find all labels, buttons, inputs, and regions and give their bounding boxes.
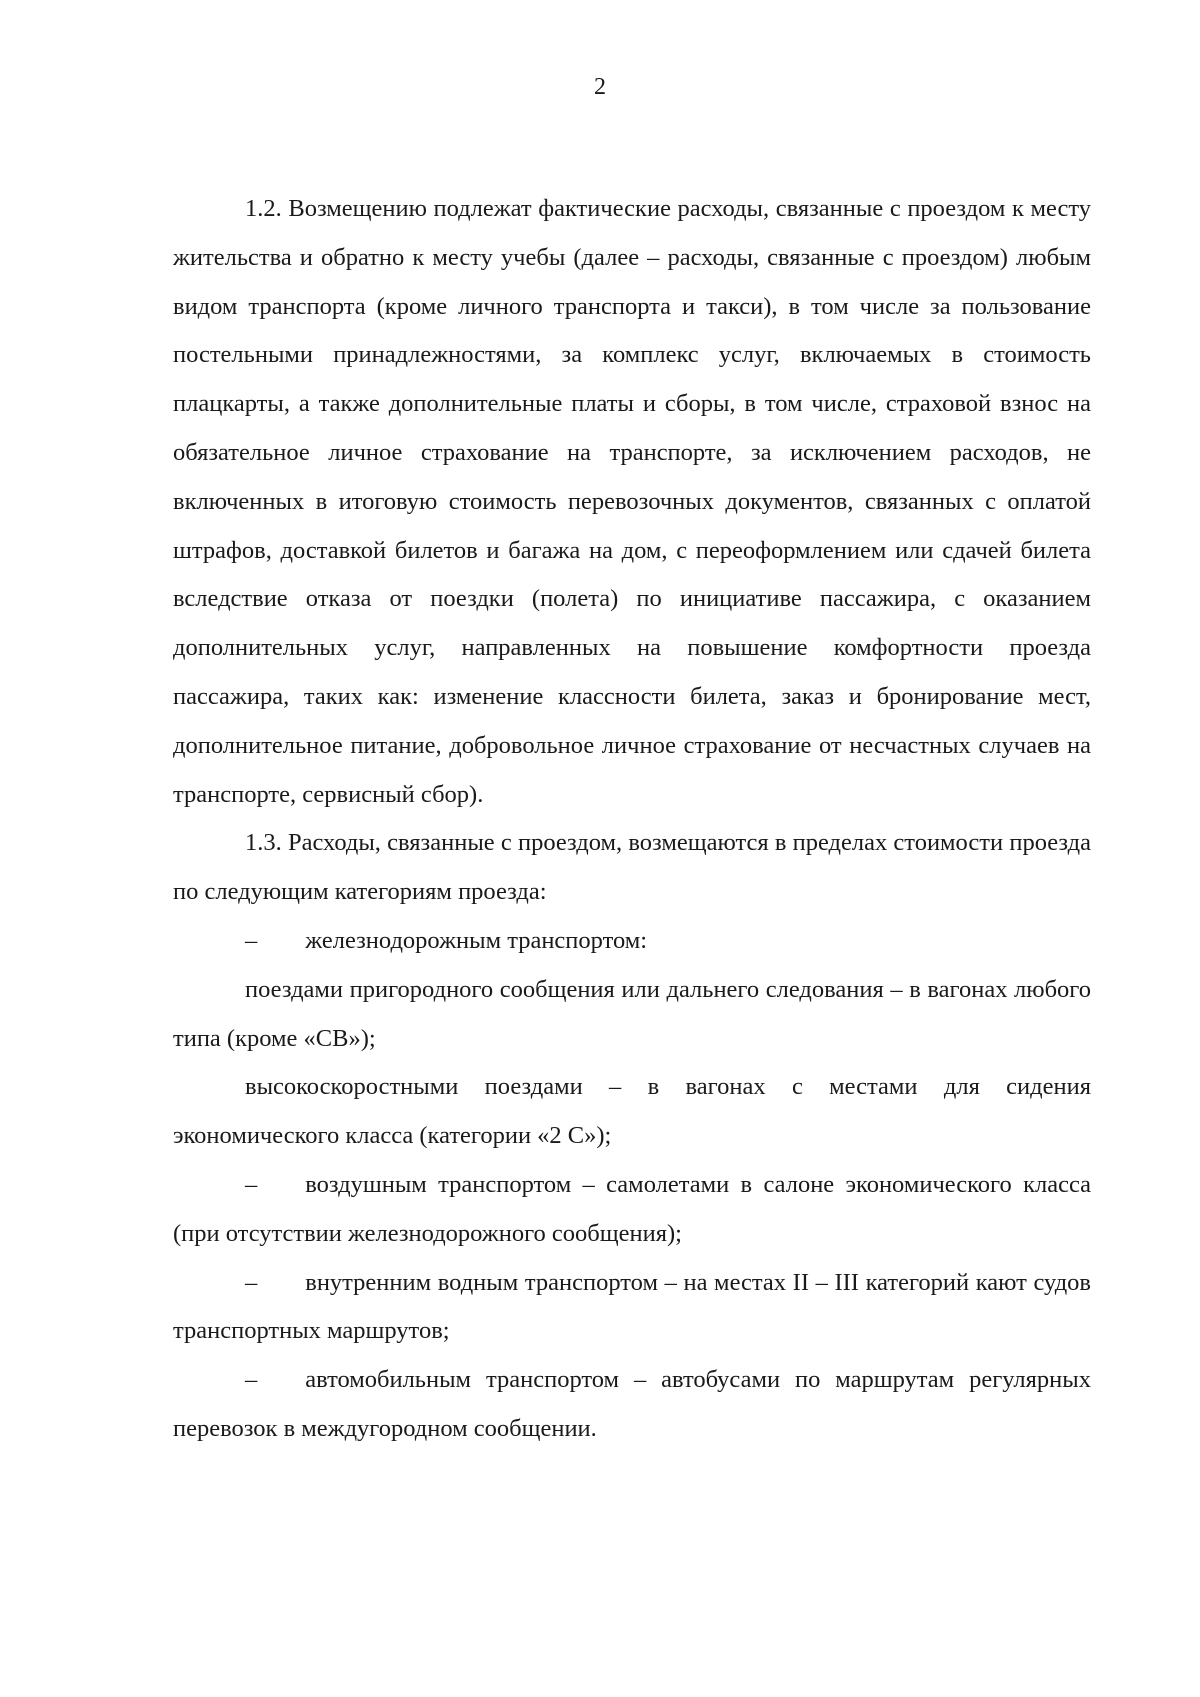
- list-item-air-text: воздушным транспортом – самолетами в салоне экономического класса (при отсутствии железнодорожного сообщения);: [173, 1170, 1091, 1247]
- list-item-water: [173, 1259, 1091, 1357]
- paragraph-1-3: 1.3. Расходы, связанные с проездом, возмещаются в пределах стоимости проезда по следующим категориям проезда:: [173, 829, 1091, 906]
- list-item-air: [173, 1161, 1091, 1259]
- paragraph-rail-highspeed: высокоскоростными поездами – в вагонах с местами для сидения экономического класса (категории «2 С»);: [173, 1073, 1091, 1150]
- list-item-water-text: внутренним водным транспортом – на местах II – III категорий кают судов транспортных маршрутов;: [173, 1268, 1091, 1345]
- list-item-road-text: автомобильным транспортом – автобусами по маршрутам регулярных перевозок в междугородном сообщении.: [173, 1366, 1091, 1442]
- list-dash: –: [245, 1170, 258, 1198]
- list-dash: –: [245, 926, 258, 954]
- list-dash: –: [245, 1366, 258, 1394]
- page-number: 2: [594, 74, 606, 100]
- paragraph-1-2: 1.2. Возмещению подлежат фактические расходы, связанные с проездом к месту жительства и обратно к месту учебы (далее – расходы, связанные с проездом) любым видом транспорта (кроме личного транспорта и такси), в том числе за пользование постельными принадлежностями, за комплекс услуг, включаемых в стоимость плацкарты, а также дополнительные платы и сборы, в том числе, страховой взнос на обязательное личное страхование на транспорте, за исключением расходов, не включенных в итоговую стоимость перевозочных документов, связанных с оплатой штрафов, доставкой билетов и багажа на дом, с переоформлением или сдачей билета вследствие отказа от поездки (полета) по инициативе пассажира, с оказанием дополнительных услуг, направленных на повышение комфортности проезда пассажира, таких как: изменение классности билета, заказ и бронирование мест, дополнительное питание, добровольное личное страхование от несчастных случаев на транспорте, сервисный сбор).: [173, 195, 1091, 808]
- paragraph-rail-suburban: поездами пригородного сообщения или дальнего следования – в вагонах любого типа (кроме «СВ»);: [173, 975, 1091, 1052]
- list-item-rail: [173, 917, 1091, 966]
- document-body: [173, 185, 1091, 1454]
- list-item-rail-text: железнодорожным транспортом:: [305, 926, 648, 954]
- list-item-road: [173, 1356, 1091, 1454]
- list-dash: –: [245, 1268, 258, 1296]
